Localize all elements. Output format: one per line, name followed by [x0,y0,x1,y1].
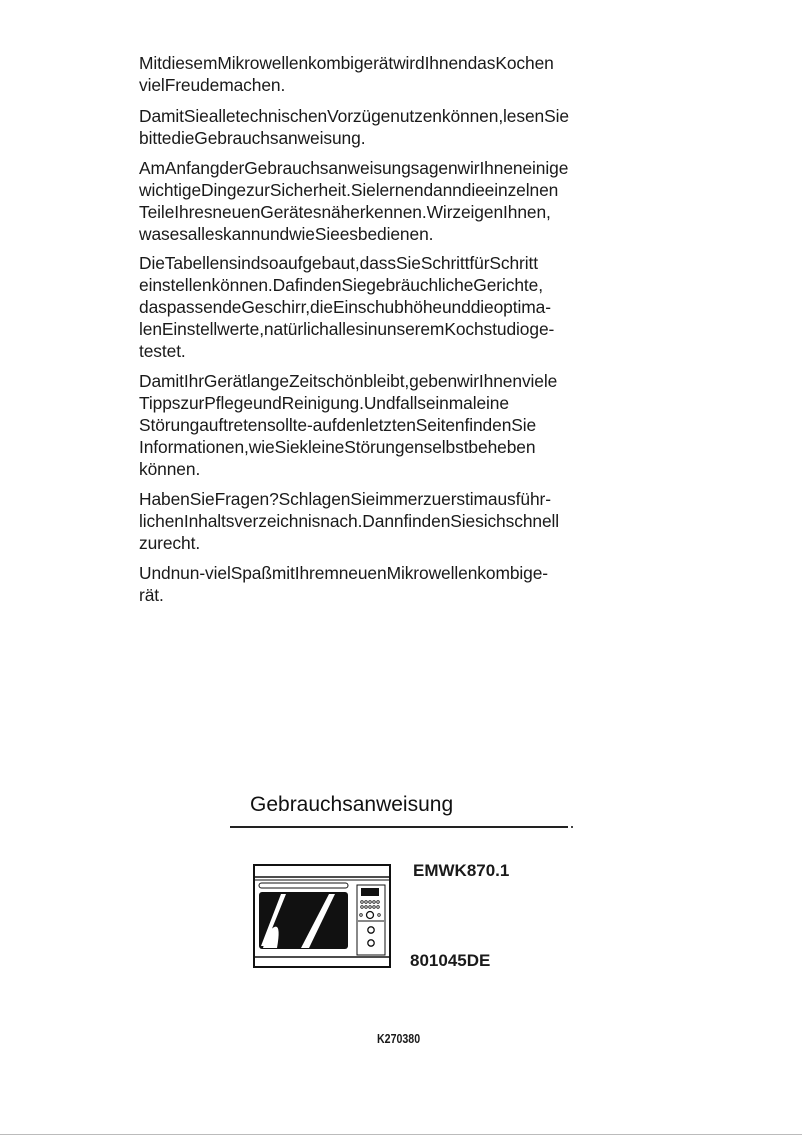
text-line: Störungauftretensollte-aufdenletztenSeitenfindenSie [139,415,537,435]
text-line: zurecht. [139,533,201,553]
paragraph [139,157,619,245]
model-number: EMWK870.1 [413,861,510,880]
text-line: einstellenkönnen.DafindenSiegebräuchlicheGerichte, [139,275,543,295]
text-line: DamitSiealletechnischenVorzügenutzenkönnen,lesenSie [139,106,569,126]
text-line: DamitIhrGerätlangeZeitschönbleibt,gebenwirIhnenviele [139,371,558,391]
document-number: 801045DE [410,951,491,970]
text-line: daspassendeGeschirr,dieEinschubhöheunddieoptima- [139,297,551,317]
page-edge [0,1134,802,1135]
text-line: rät. [139,585,164,605]
document-title: Gebrauchsanweisung [250,793,454,816]
text-line: bittedieGebrauchsanweisung. [139,128,366,148]
text-line: DieTabellensindsoaufgebaut,dassSieSchrittfürSchritt [139,253,538,273]
text-line: Undnun-vielSpaßmitIhremneuenMikrowellenkombige- [139,563,548,583]
rule-dot [571,826,573,828]
paragraph [139,488,619,554]
text-line: Informationen,wieSiekleineStörungenselbstbeheben [139,437,536,457]
paragraph [139,252,619,362]
text-line: wichtigeDingezurSicherheit.Sielernendanndieeinzelnen [139,180,559,200]
title-rule [230,826,568,828]
text-line: wasesalleskannundwieSieesbedienen. [139,224,434,244]
text-line: AmAnfangderGebrauchsanweisungsagenwirIhneneinige [139,158,569,178]
text-line: vielFreudemachen. [139,75,286,95]
text-line: lenEinstellwerte,natürlichallesinunseremKochstudioge- [139,319,555,339]
paragraph [139,105,619,149]
paragraph [139,52,619,96]
microwave-oven-illustration [253,864,391,968]
text-line: MitdiesemMikrowellenkombigerätwirdIhnendasKochen [139,53,554,73]
text-line: können. [139,459,201,479]
text-line: TeileIhresneuenGerätesnäherkennen.WirzeigenIhnen, [139,202,551,222]
print-code: K270380 [377,1032,421,1046]
text-line: TippszurPflegeundReinigung.Undfallseinmaleine [139,393,509,413]
text-line: HabenSieFragen?SchlagenSieimmerzuerstimausführ- [139,489,551,509]
text-line: lichenInhaltsverzeichnisnach.DannfindenSiesichschnell [139,511,560,531]
text-line: testet. [139,341,186,361]
paragraph [139,370,619,480]
paragraph [139,562,619,606]
